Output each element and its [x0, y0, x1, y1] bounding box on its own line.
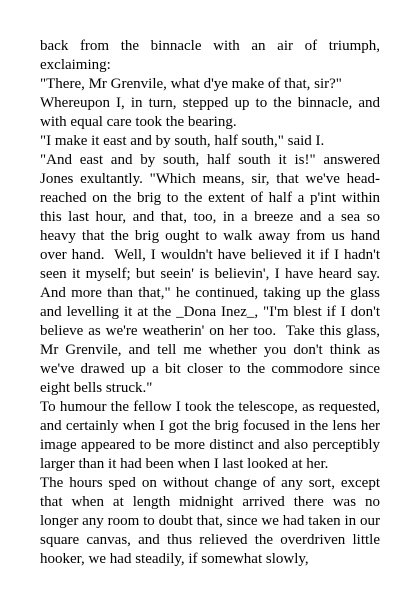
paragraph: "And east and by south, half south it is!" answered Jones exultantly. "Which means, sir, that we've head-reached on the brig to the extent of half a p'int within this last hour, and that, too, in a breeze and a sea so heavy that the brig ought to walk away from us hand over hand. Well, I wouldn't have believed it if I hadn't seen it myself; but seein' is believin', I have heard say. And more than that," he continued, taking up the glass and levelling it at the _Dona Inez_, "I'm blest if I don't believe as we're weatherin' on her too. Take this glass, Mr Grenvile, and tell me whether you don't think as we've drawed up a bit closer to the commodore since eight bells struck."	[40, 152, 384, 396]
paragraph: The hours sped on without change of any sort, except that when at length midnight arrived there was no longer any room to doubt that, since we had taken in our square canvas, and thus relieved the overdriven little hooker, we had steadily, if somewhat slowly,	[40, 475, 384, 567]
body-text	[40, 37, 384, 569]
paragraph: To humour the fellow I took the telescope, as requested, and certainly when I got the brig focused in the lens her image appeared to be more distinct and also perceptibly larger than it had been when I last looked at her.	[40, 399, 384, 472]
paragraph: Whereupon I, in turn, stepped up to the binnacle, and with equal care took the bearing.	[40, 95, 384, 130]
paragraph: "I make it east and by south, half south," said I.	[40, 133, 325, 149]
paragraph: back from the binnacle with an air of triumph, exclaiming:	[40, 38, 384, 73]
paragraph: "There, Mr Grenvile, what d'ye make of that, sir?"	[40, 76, 342, 92]
